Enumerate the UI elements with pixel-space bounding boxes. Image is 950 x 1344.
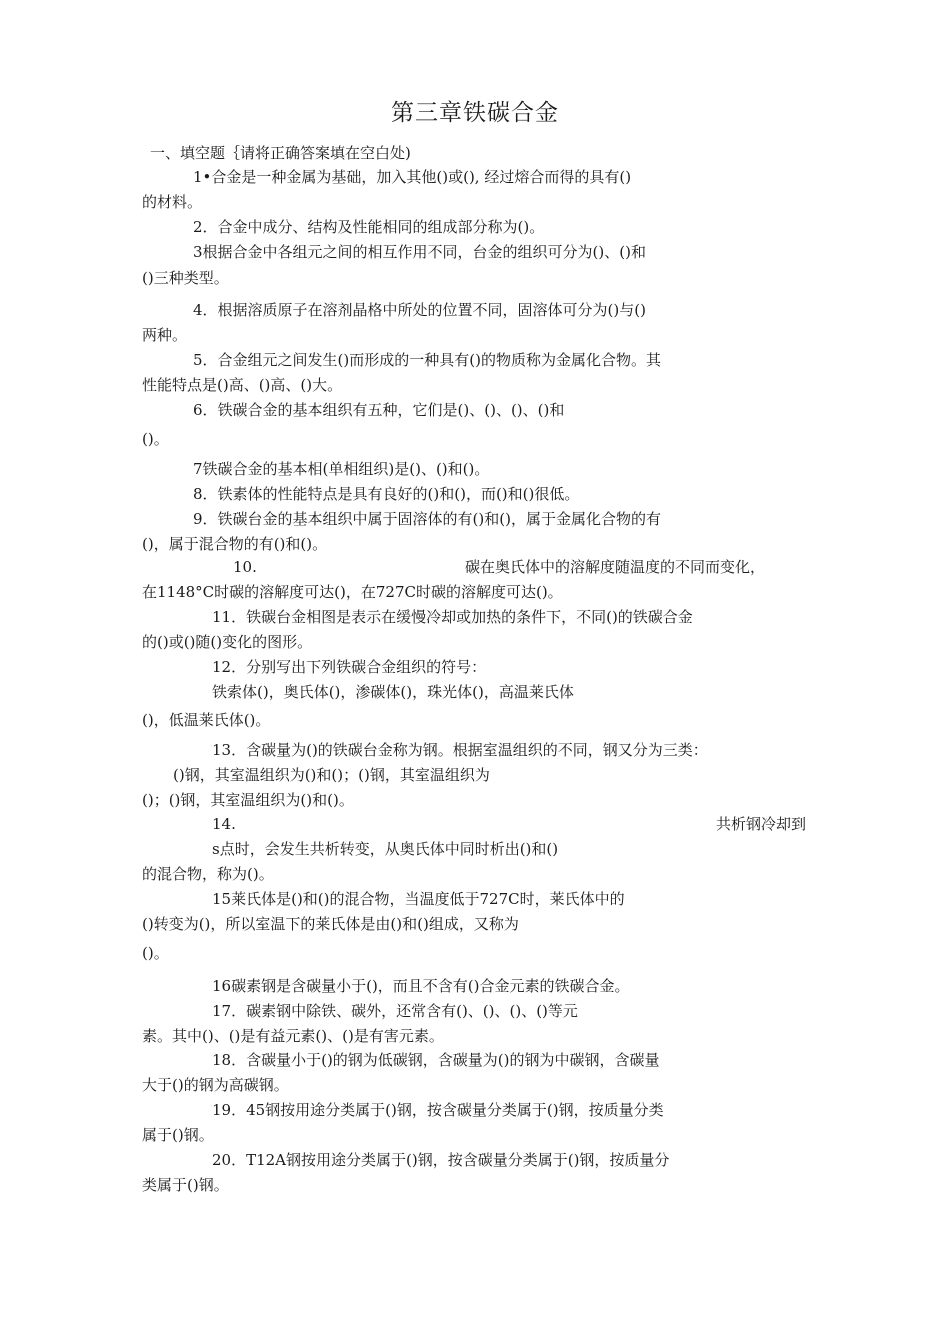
chapter-title: 第三章铁碳合金 <box>391 100 559 126</box>
question-13-line-1: 13．含碳量为()的铁碳台金称为钢。根据室温组织的不同，钢又分为三类： <box>212 741 708 759</box>
question-15-line-3: ()。 <box>142 944 169 962</box>
question-15-line-2: ()转变为()，所以室温下的莱氏体是由()和()组成，又称为 <box>142 915 519 933</box>
question-13-line-2: ()钢，其室温组织为()和()；()钢，其室温组织为 <box>173 766 490 784</box>
question-19-line-1: 19．45钢按用途分类属于()钢，按含碳量分类属于()钢，按质量分类 <box>212 1101 664 1119</box>
question-11-line-2: 的()或()随()变化的图形。 <box>142 633 313 651</box>
section-heading: 一、填空题｛请将正确答案填在空白处) <box>150 144 411 162</box>
question-17-line-1: 17．碳素钢中除铁、碳外，还常含有()、()、()、()等元 <box>212 1002 578 1020</box>
question-18-line-2: 大于()的钢为高碳钢。 <box>142 1076 289 1094</box>
question-1-line-1: 1•合金是一种金属为基础，加入其他()或(), 经过熔合而得的具有() <box>193 168 632 186</box>
question-18-line-1: 18．含碳量小于()的钢为低碳钢，含碳量为()的钢为中碳钢，含碳量 <box>212 1051 660 1069</box>
question-17-line-2: 素。其中()、()是有益元素()、()是有害元素。 <box>142 1027 444 1045</box>
question-11-line-1: 11．铁碳台金相图是表示在缓慢冷却或加热的条件下，不同()的铁碳合金 <box>212 608 693 626</box>
question-9-line-1: 9．铁碳台金的基本组织中属于固溶体的有()和()，属于金属化合物的有 <box>193 510 661 528</box>
question-4-line-1: 4．根据溶质原子在溶剂晶格中所处的位置不同，固溶体可分为()与() <box>193 301 646 319</box>
question-13-line-3: ()；()钢，其室温组织为()和()。 <box>142 791 354 809</box>
question-1-line-2: 的材料。 <box>142 193 203 211</box>
question-19-line-2: 属于()钢。 <box>142 1126 214 1144</box>
question-8-line-1: 8．铁素体的性能特点是具有良好的()和()，而()和()很低。 <box>193 485 580 503</box>
question-12-line-3: ()，低温莱氏体()。 <box>142 711 271 729</box>
question-12-line-1: 12．分别写出下列铁碳合金组织的符号： <box>212 658 487 676</box>
question-9-line-2: ()，属于混合物的有()和()。 <box>142 535 328 553</box>
question-3-line-1: 3根据合金中各组元之间的相互作用不同，台金的组织可分为()、()和 <box>193 243 646 261</box>
question-14-line-2: s点时，会发生共析转变，从奥氏体中同时析出()和() <box>212 840 559 858</box>
question-6-line-1: 6．铁碳合金的基本组织有五种，它们是()、()、()、()和 <box>193 401 565 419</box>
question-10-number: 10. <box>233 558 257 576</box>
question-14-number: 14. <box>212 815 236 833</box>
question-20-line-2: 类属于()钢。 <box>142 1176 229 1194</box>
question-6-line-2: ()。 <box>142 430 169 448</box>
question-12-line-2: 铁索体()，奥氏体()，渗碳体()，珠光体()，高温莱氏体 <box>212 683 574 701</box>
question-3-line-2: ()三种类型。 <box>142 269 229 287</box>
question-10-line-1: 碳在奥氏体中的溶解度随温度的不同而变化， <box>465 558 766 576</box>
question-15-line-1: 15莱氏体是()和()的混合物，当温度低于727C时，莱氏体中的 <box>212 890 625 908</box>
question-20-line-1: 20．T12A钢按用途分类属于()钢，按含碳量分类属于()钢，按质量分 <box>212 1151 670 1169</box>
question-2-line-1: 2．合金中成分、结构及性能相同的组成部分称为()。 <box>193 218 545 236</box>
question-5-line-1: 5．合金组元之间发生()而形成的一种具有()的物质称为金属化合物。其 <box>193 351 661 369</box>
question-10-line-2: 在1148°C时碳的溶解度可达()，在727C时碳的溶解度可达()。 <box>142 583 563 601</box>
question-16-line-1: 16碳素钢是含碳量小于()，而且不含有()合金元素的铁碳合金。 <box>212 977 630 995</box>
question-4-line-2: 两种。 <box>142 326 188 344</box>
question-14-line-1: 共析钢冷却到 <box>716 815 807 833</box>
question-7-line-1: 7铁碳合金的基本相(单相组织)是()、()和()。 <box>193 460 490 478</box>
question-5-line-2: 性能特点是()高、()高、()大。 <box>142 376 343 394</box>
question-14-line-3: 的混合物，称为()。 <box>142 865 274 883</box>
